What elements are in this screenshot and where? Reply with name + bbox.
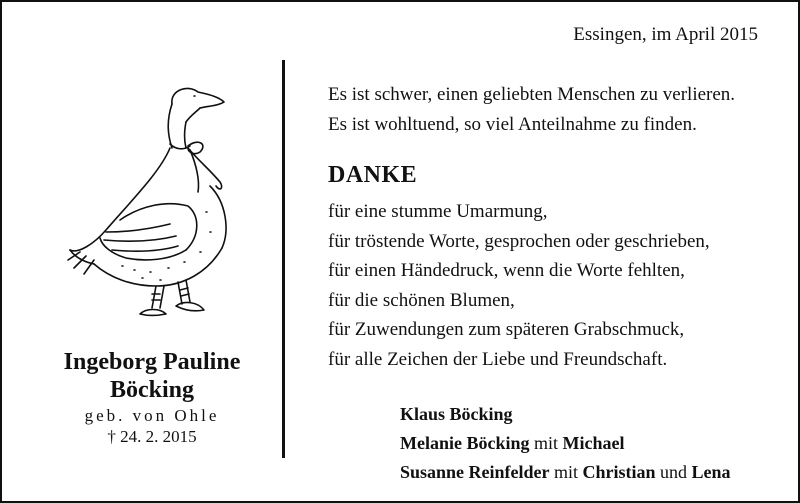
signer-line-1	[400, 400, 731, 429]
reason-line: für tröstende Worte, gesprochen oder geschrieben,	[328, 230, 710, 252]
deceased-name-block	[42, 348, 262, 447]
signer-line-2	[400, 429, 731, 458]
reason-line: für eine stumme Umarmung,	[328, 201, 548, 222]
signer-name: Susanne Reinfelder	[400, 462, 550, 482]
vertical-divider	[282, 60, 285, 458]
birth-name: geb. von Ohle	[84, 406, 220, 425]
signer-line-3	[400, 458, 731, 487]
signer-conjunction: mit	[534, 433, 559, 453]
reason-line: für alle Zeichen der Liebe und Freundschaft.	[328, 348, 668, 370]
intro-text	[328, 80, 778, 140]
goose-illustration-icon	[60, 82, 236, 326]
deceased-surname: Böcking	[109, 377, 195, 403]
reason-line: für einen Händedruck, wenn die Worte fehlten,	[328, 260, 685, 282]
signer-name: Klaus Böcking	[400, 404, 513, 424]
signer-name: Melanie Böcking	[400, 433, 530, 453]
place-date: Essingen, im April 2015	[573, 24, 758, 45]
signer-partner: Michael	[562, 433, 625, 453]
deceased-first-names: Ingeborg Pauline	[63, 349, 241, 375]
thank-you-message	[328, 80, 778, 375]
signer-conjunction: und	[660, 462, 688, 482]
signers-block	[400, 400, 731, 487]
reasons-list	[328, 197, 778, 375]
reason-line: für Zuwendungen zum späteren Grabschmuck,	[328, 319, 685, 341]
intro-line: Es ist wohltuend, so viel Anteilnahme zu finden.	[328, 114, 697, 135]
signer-child: Lena	[691, 462, 731, 482]
signer-conjunction: mit	[554, 462, 579, 482]
danke-heading: DANKE	[328, 162, 418, 188]
signer-child: Christian	[582, 462, 656, 482]
reason-line: für die schönen Blumen,	[328, 289, 515, 311]
death-date: † 24. 2. 2015	[107, 427, 197, 446]
intro-line: Es ist schwer, einen geliebten Menschen zu verlieren.	[328, 84, 736, 105]
